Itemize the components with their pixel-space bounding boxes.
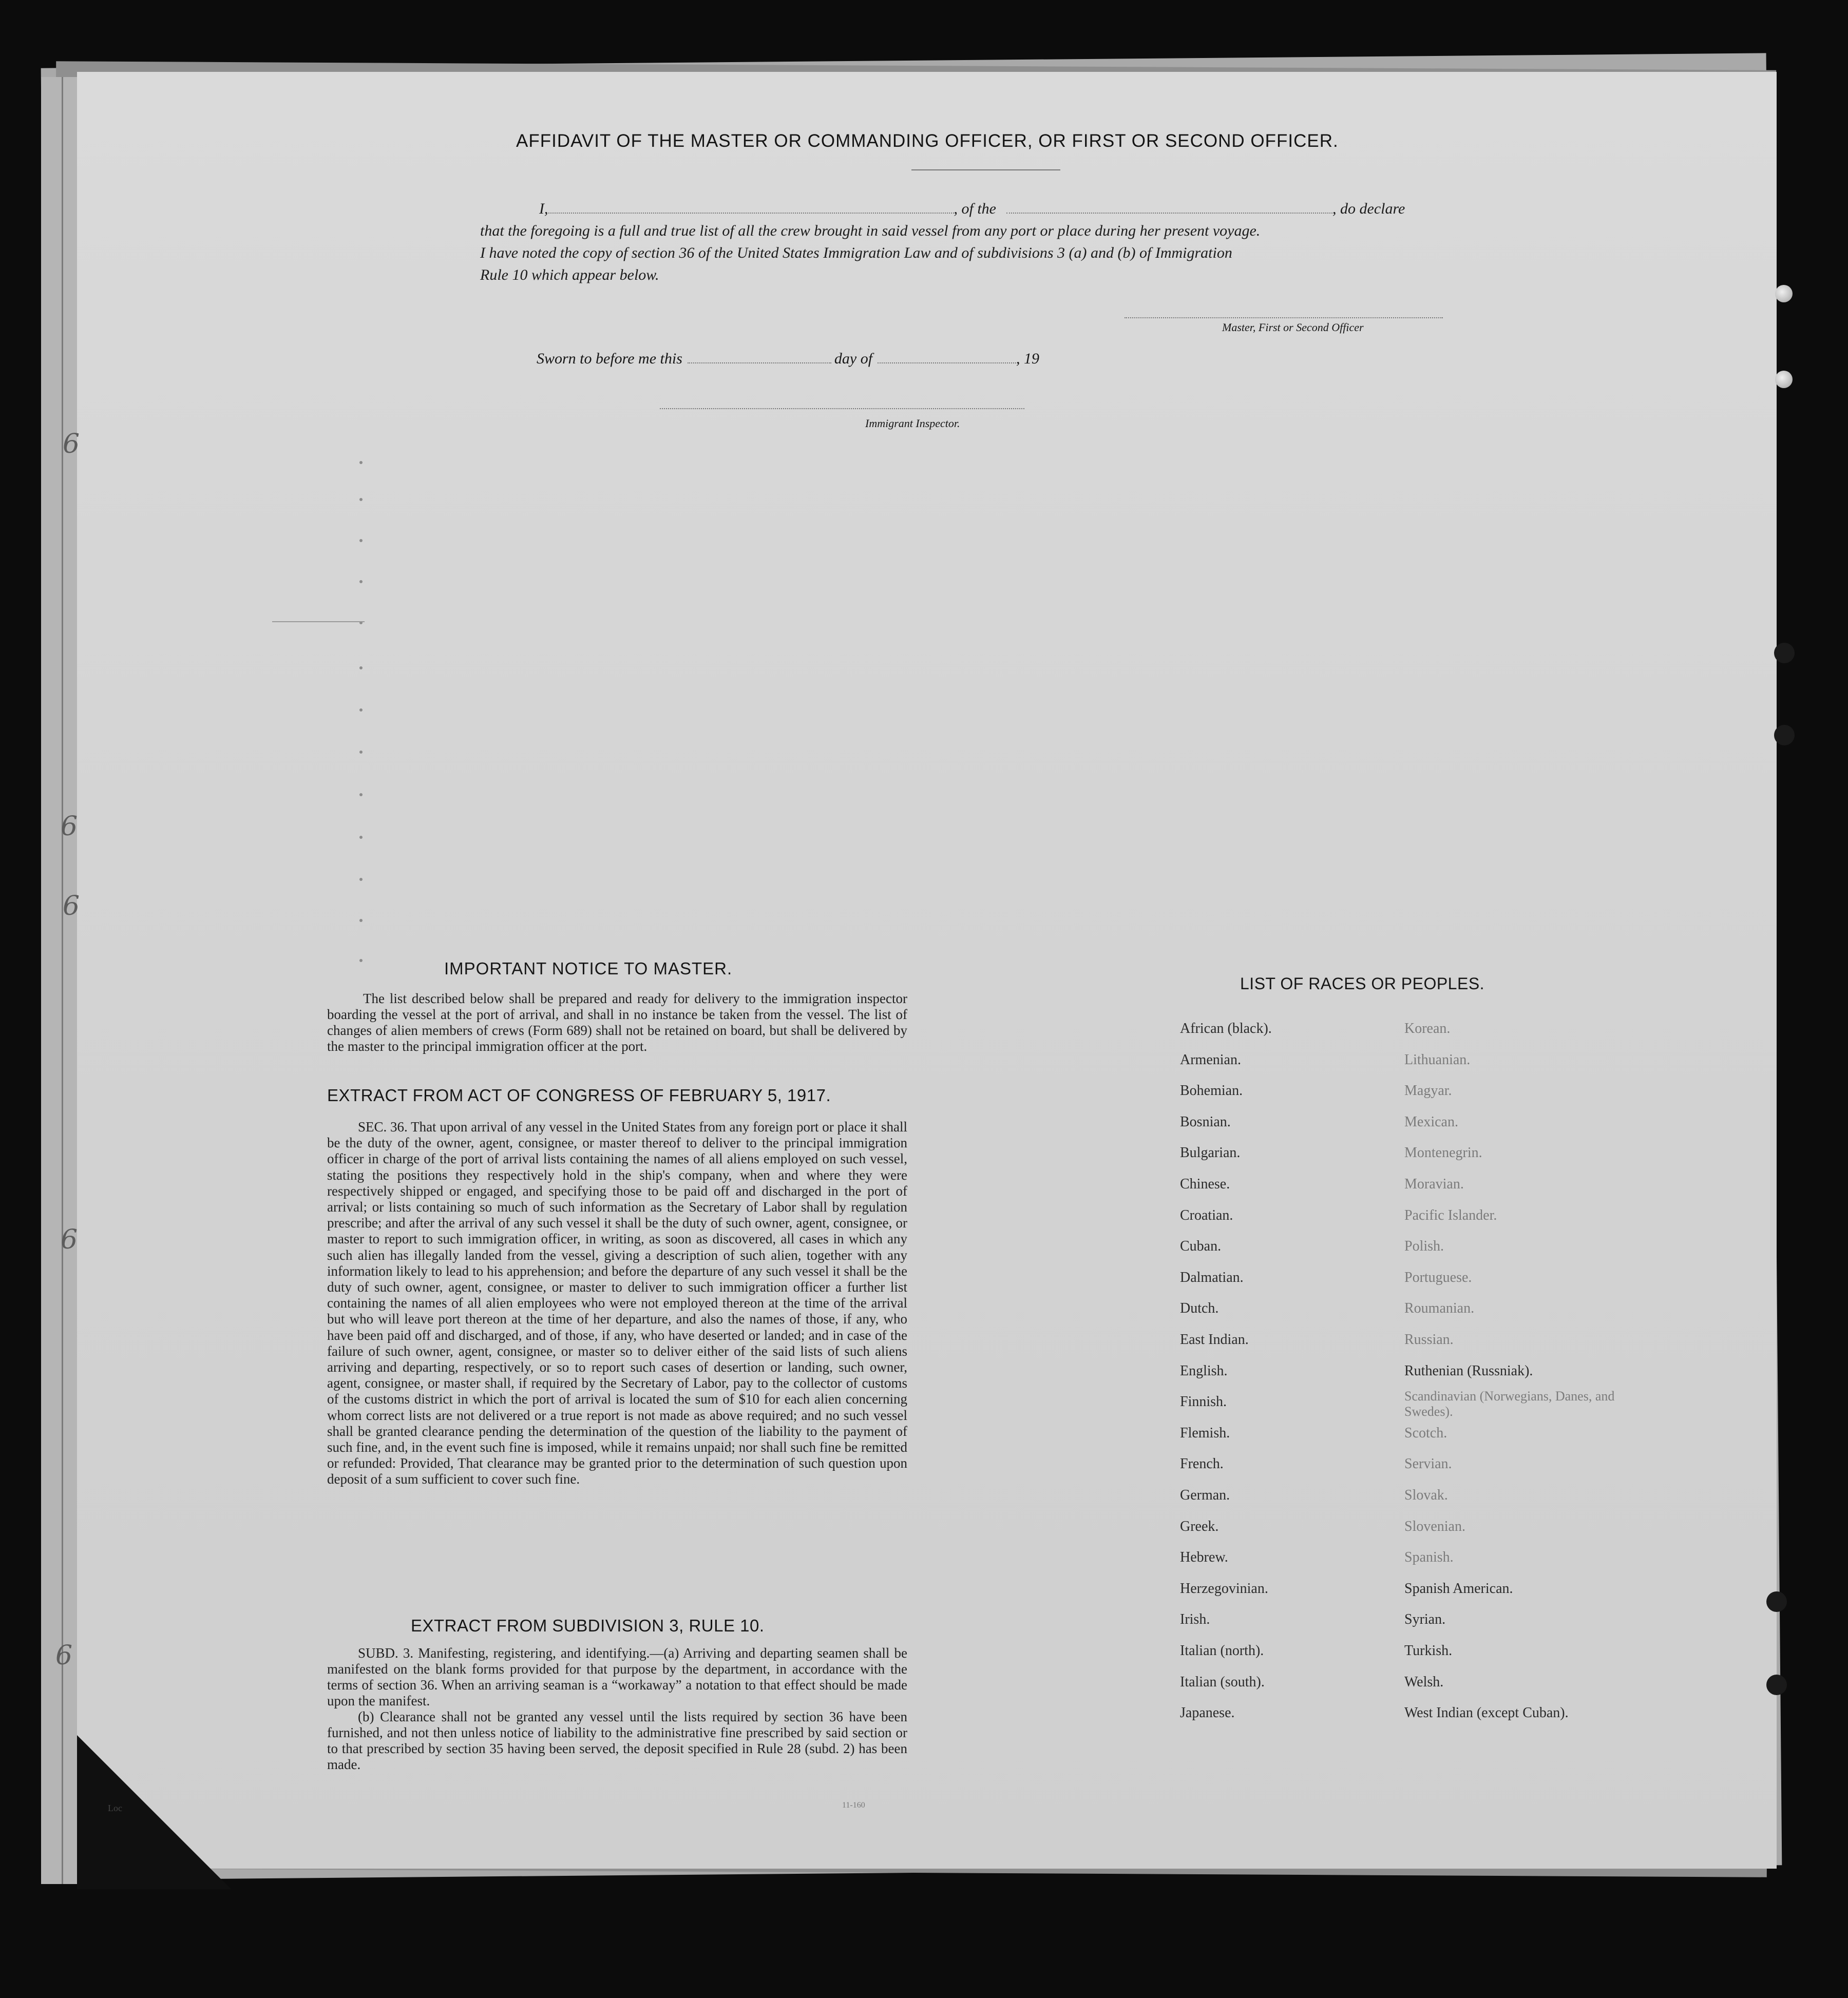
- sworn-line: [537, 349, 1039, 368]
- ghost-row-mark: [359, 878, 363, 881]
- punch-hole: [1775, 285, 1793, 302]
- race-item: English.: [1180, 1362, 1228, 1379]
- sworn-year: , 19: [1016, 350, 1040, 367]
- notice-body: The list described below shall be prepared and ready for delivery to the immigration inspector boarding the vessel at the port of arrival, and shall in no instance be taken from the vessel. The list of changes of alien members of crews (Form 689) shall not be retained on board, but shall be delivered by the master to the principal immigration officer at the port.: [327, 991, 907, 1054]
- ghost-row-mark: [359, 539, 363, 542]
- race-item: East Indian.: [1180, 1332, 1249, 1348]
- affidavit-line2: that the foregoing is a full and true list of all the crew brought in said vessel from any port or place during her present voyage.: [480, 222, 1261, 239]
- race-item: Bohemian.: [1180, 1083, 1243, 1099]
- race-item: Bulgarian.: [1180, 1145, 1241, 1161]
- ghost-row-mark: [359, 751, 363, 754]
- vessel-blank[interactable]: [1006, 198, 1332, 214]
- race-item: Armenian.: [1180, 1051, 1241, 1068]
- race-item: African (black).: [1180, 1021, 1272, 1036]
- race-item: Pacific Islander.: [1404, 1207, 1497, 1223]
- rule-para-a: SUBD. 3. Manifesting, registering, and identifying.—(a) Arriving and departing seamen shall be manifested on the blank forms provided for that purpose by the department, in accordance with the terms of section 36. When an arriving seaman is a “workaway” a notation to that effect should be made upon the manifest.: [327, 1645, 907, 1708]
- race-item: Servian.: [1404, 1456, 1452, 1472]
- race-item: Dalmatian.: [1180, 1269, 1244, 1285]
- signature-line[interactable]: [1125, 317, 1443, 318]
- race-item: Finnish.: [1180, 1394, 1227, 1410]
- affidavit-of-the: , of the: [954, 200, 996, 217]
- race-item: Scandinavian (Norwegians, Danes, and Swedes).: [1404, 1389, 1615, 1419]
- sworn-month-blank[interactable]: [878, 349, 1016, 363]
- race-item: Herzegovinian.: [1180, 1580, 1268, 1597]
- form-page: [77, 72, 1777, 1869]
- race-item: Croatian.: [1180, 1207, 1233, 1223]
- bottom-fragment: Loc: [108, 1803, 122, 1813]
- race-item: Bosnian.: [1180, 1113, 1231, 1130]
- margin-mark: 6: [63, 429, 80, 459]
- signature-label: Master, First or Second Officer: [1222, 321, 1364, 334]
- race-item: Dutch.: [1180, 1300, 1219, 1317]
- race-item: Irish.: [1180, 1611, 1210, 1628]
- ghost-row-mark: [359, 959, 363, 962]
- ghost-row-mark: [359, 836, 363, 839]
- sworn-prefix: Sworn to before me this: [537, 350, 682, 367]
- ghost-row-mark: [359, 708, 363, 712]
- ghost-row-mark: [359, 666, 363, 669]
- race-item: Lithuanian.: [1404, 1051, 1471, 1068]
- ghost-row-mark: [359, 919, 363, 922]
- race-item: Syrian.: [1404, 1611, 1446, 1628]
- extract-rule-body: [327, 1645, 907, 1773]
- title-rule: [911, 169, 1060, 170]
- race-item: Slovak.: [1404, 1487, 1448, 1503]
- race-item: Cuban.: [1180, 1238, 1222, 1255]
- race-item: Hebrew.: [1180, 1549, 1228, 1566]
- race-item: Italian (north).: [1180, 1643, 1264, 1659]
- race-item: Magyar.: [1404, 1083, 1452, 1099]
- extract-act-body: SEC. 36. That upon arrival of any vessel in the United States from any foreign port or place it shall be the duty of the owner, agent, consignee, or master thereof to deliver to the principal immigration officer in charge of the port of arrival lists containing the names of all aliens employed on such vessel, stating the positions they respectively hold in the ship's company, when and where they were respectively shipped or engaged, and specifying those to be paid off and discharged in the port of arrival; or lists containing so much of such information as the Secretary of Labor shall by regulation prescribe; and after the arrival of any such vessel it shall be the duty of such owner, agent, consignee, or master to report to such immigration officer, in writing, as soon as discovered, all cases in which any such alien has illegally landed from the vessel, giving a description of such alien, together with any information likely to lead to his apprehension; and before the departure of any such vessel it shall be the duty of such owner, agent, consignee, or master to deliver to such immigration officer a further list containing the names of all alien employees who were not employed thereon at the time of the arrival but who will leave port thereon at the time of her departure, and also the names of those, if any, who have been paid off and discharged, and of those, if any, who have deserted or landed; and in case of the failure of such owner, agent, consignee, or master so to deliver either of the said lists of such aliens arriving and departing, respectively, or so to report such cases of desertion or landing, such owner, agent, consignee, or master shall, if required by the Secretary of Labor, pay to the collector of customs of the customs district in which the port of arrival is located the sum of $10 for each alien concerning whom correct lists are not delivered or a true report is not made as above required; and no such vessel shall be granted clearance pending the determination of the question of the liability to the payment of such fine, and, in the event such fine is imposed, while it remains unpaid; nor shall such fine be remitted or refunded: Provided, That clearance may be granted prior to the determination of such question upon deposit of a sum sufficient to cover such fine.: [327, 1119, 907, 1487]
- race-item: Flemish.: [1180, 1425, 1230, 1441]
- race-item: Korean.: [1404, 1021, 1451, 1036]
- punch-hole: [1766, 1675, 1787, 1695]
- margin-mark: 6: [61, 811, 78, 842]
- race-item: Greek.: [1180, 1518, 1219, 1534]
- ghost-row-mark: [359, 498, 363, 501]
- inspector-signature-line[interactable]: [660, 408, 1024, 409]
- race-item: German.: [1180, 1487, 1230, 1503]
- notice-title: IMPORTANT NOTICE TO MASTER.: [444, 959, 733, 978]
- race-item: Polish.: [1404, 1238, 1444, 1255]
- punch-hole: [1775, 371, 1793, 388]
- punch-hole: [1774, 643, 1795, 663]
- margin-mark: 6: [55, 1640, 73, 1671]
- race-item: Turkish.: [1404, 1643, 1453, 1659]
- punch-hole: [1766, 1591, 1787, 1612]
- race-item: Moravian.: [1404, 1176, 1464, 1192]
- race-item: Spanish.: [1404, 1549, 1454, 1566]
- race-item: Russian.: [1404, 1332, 1454, 1348]
- affidavit-statement: [480, 198, 1456, 286]
- inspector-label: Immigrant Inspector.: [865, 417, 960, 430]
- race-item: Chinese.: [1180, 1176, 1230, 1192]
- affidavit-line4: Rule 10 which appear below.: [480, 266, 659, 283]
- race-item: Slovenian.: [1404, 1518, 1465, 1534]
- affidavit-declare: , do declare: [1332, 200, 1405, 217]
- race-item: Ruthenian (Russniak).: [1404, 1362, 1533, 1379]
- margin-mark: 6: [63, 891, 80, 921]
- race-item: Japanese.: [1180, 1705, 1235, 1721]
- race-item: Italian (south).: [1180, 1674, 1265, 1690]
- affidavit-line3: I have noted the copy of section 36 of the United States Immigration Law and of subdivisions 3 (a) and (b) of Immigration: [480, 244, 1232, 261]
- rule-para-b: (b) Clearance shall not be granted any vessel until the lists required by section 36 have been furnished, and not then unless notice of liability to the administrative fine prescribed by said section or to that prescribed by section 35 having been served, the deposit specified in Rule 28 (subd. 2) has been made.: [327, 1709, 907, 1772]
- race-item: Roumanian.: [1404, 1300, 1475, 1317]
- sworn-date-blank[interactable]: [688, 349, 831, 363]
- race-item: Scotch.: [1404, 1425, 1447, 1441]
- affidavit-i: I,: [539, 200, 548, 217]
- race-item: Welsh.: [1404, 1674, 1444, 1690]
- ghost-row-mark: [359, 461, 363, 464]
- ghost-row-mark: [359, 793, 363, 796]
- race-item: French.: [1180, 1456, 1224, 1472]
- name-blank[interactable]: [548, 198, 954, 214]
- affidavit-title: AFFIDAVIT OF THE MASTER OR COMMANDING OFFICER, OR FIRST OR SECOND OFFICER.: [516, 131, 1339, 151]
- extract-rule-title: EXTRACT FROM SUBDIVISION 3, RULE 10.: [411, 1616, 765, 1635]
- margin-mark: 6: [61, 1224, 78, 1255]
- race-item: Spanish American.: [1404, 1580, 1513, 1597]
- sworn-day-of: day of: [834, 350, 873, 367]
- race-item: Montenegrin.: [1404, 1145, 1482, 1161]
- race-item: Mexican.: [1404, 1113, 1458, 1130]
- race-item: Portuguese.: [1404, 1269, 1472, 1285]
- race-item: West Indian (except Cuban).: [1404, 1705, 1569, 1721]
- left-binding-strip: [41, 77, 80, 1884]
- races-title: LIST OF RACES OR PEOPLES.: [1240, 974, 1485, 993]
- form-number: 11-160: [842, 1801, 865, 1810]
- ghost-row-mark: [359, 580, 363, 583]
- punch-hole: [1774, 725, 1795, 745]
- ghost-rule: [272, 621, 365, 622]
- extract-act-title: EXTRACT FROM ACT OF CONGRESS OF FEBRUARY 5, 1917.: [327, 1086, 831, 1105]
